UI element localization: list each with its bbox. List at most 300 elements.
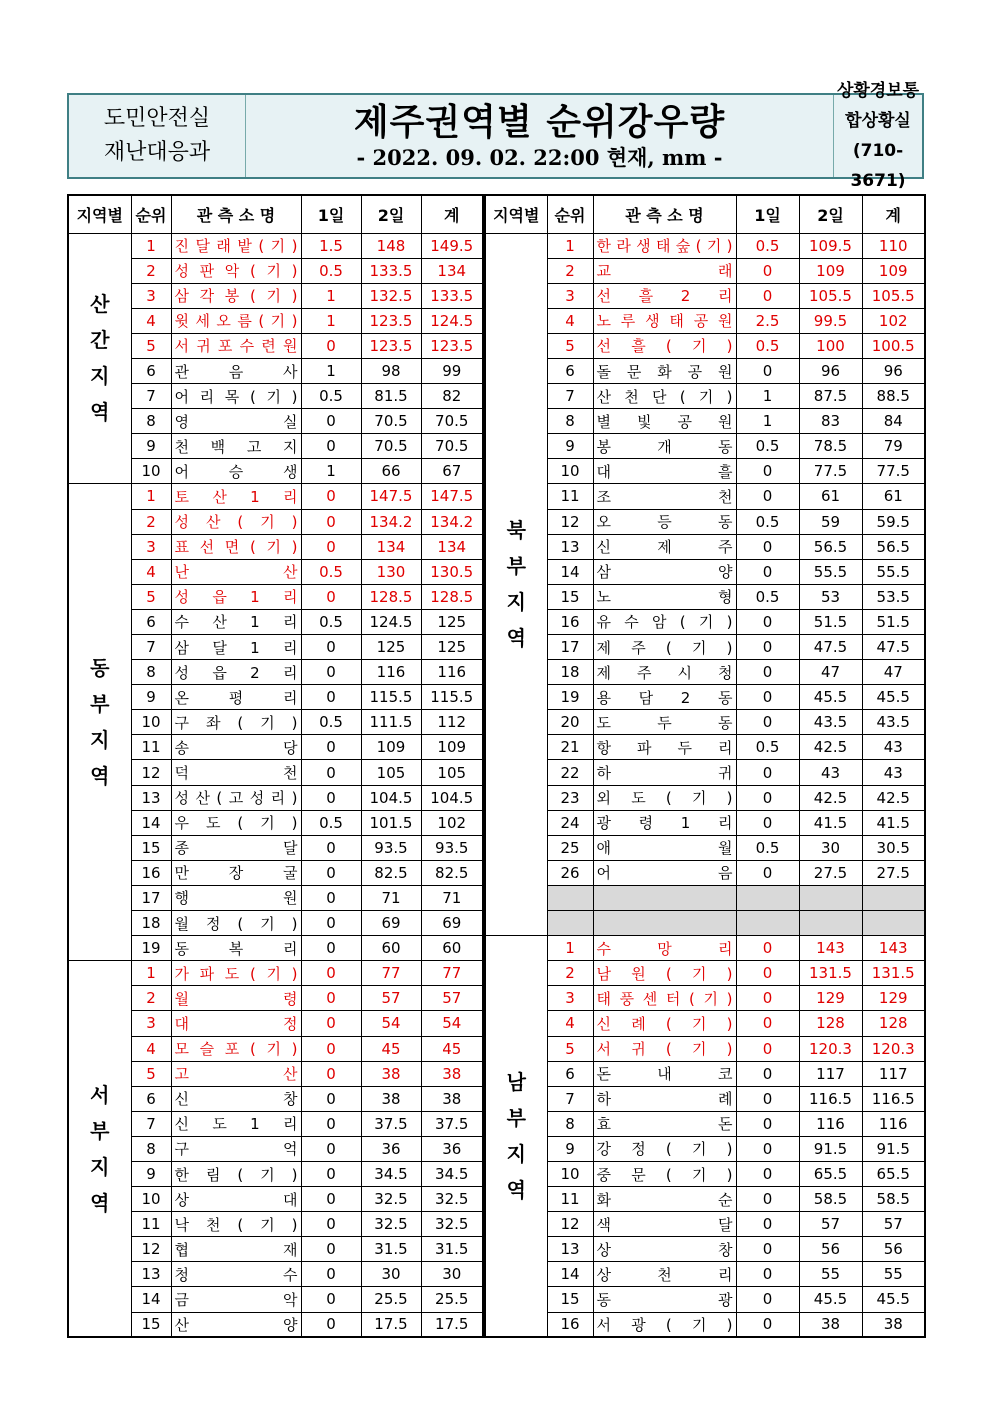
station-name: 한 림 ( 기 ) — [171, 1161, 301, 1186]
table-row — [485, 1212, 925, 1237]
day2-value: 128 — [799, 1011, 862, 1036]
rank-cell: 3 — [547, 986, 593, 1011]
total-value: 57 — [862, 1212, 925, 1237]
total-value: 32.5 — [421, 1187, 483, 1212]
day1-value: 1 — [736, 409, 799, 434]
empty-cell — [862, 911, 925, 936]
day1-value: 0 — [736, 609, 799, 634]
total-value: 91.5 — [862, 1136, 925, 1161]
table-row — [68, 333, 483, 358]
station-name: 광 령 1 리 — [593, 810, 736, 835]
day1-value: 0 — [736, 258, 799, 283]
day2-value: 105.5 — [799, 283, 862, 308]
day1-value: 0 — [301, 1111, 361, 1136]
station-name: 신 례 ( 기 ) — [593, 1011, 736, 1036]
day1-value: 0 — [736, 1212, 799, 1237]
rank-cell: 1 — [131, 233, 171, 258]
day2-value: 43 — [799, 760, 862, 785]
day2-value: 131.5 — [799, 961, 862, 986]
total-value: 71 — [421, 885, 483, 910]
rank-cell: 11 — [547, 1187, 593, 1212]
day1-value: 0 — [301, 1036, 361, 1061]
station-name: 신 창 — [171, 1086, 301, 1111]
day2-value: 82.5 — [361, 860, 421, 885]
day1-value: 0 — [301, 860, 361, 885]
day2-value: 47.5 — [799, 635, 862, 660]
rank-cell: 6 — [547, 1061, 593, 1086]
table-row — [68, 1262, 483, 1287]
total-value: 96 — [862, 358, 925, 383]
station-name: 성 산 ( 기 ) — [171, 509, 301, 534]
day2-value: 148 — [361, 233, 421, 258]
total-value: 93.5 — [421, 835, 483, 860]
day2-value: 56.5 — [799, 534, 862, 559]
table-row — [485, 584, 925, 609]
rank-cell: 10 — [131, 710, 171, 735]
total-value: 38 — [421, 1061, 483, 1086]
day2-value: 30 — [799, 835, 862, 860]
day1-value: 0 — [301, 986, 361, 1011]
table-row — [485, 760, 925, 785]
table-row — [68, 685, 483, 710]
day1-value: 1 — [301, 358, 361, 383]
rank-cell: 5 — [131, 1061, 171, 1086]
empty-cell — [799, 911, 862, 936]
station-name: 어 음 — [593, 860, 736, 885]
day1-value: 0.5 — [301, 258, 361, 283]
total-value: 53.5 — [862, 584, 925, 609]
table-row — [485, 961, 925, 986]
total-value: 32.5 — [421, 1212, 483, 1237]
station-name: 어 리 목 ( 기 ) — [171, 384, 301, 409]
total-value: 56.5 — [862, 534, 925, 559]
day1-value: 0 — [736, 986, 799, 1011]
station-name: 서 귀 포 수 련 원 — [171, 333, 301, 358]
day2-value: 38 — [799, 1312, 862, 1337]
table-row — [68, 1161, 483, 1186]
day1-value: 0 — [301, 735, 361, 760]
day2-value: 17.5 — [361, 1312, 421, 1337]
station-name: 제 주 시 청 — [593, 660, 736, 685]
total-value: 27.5 — [862, 860, 925, 885]
day1-value: 0 — [301, 685, 361, 710]
table-row — [68, 559, 483, 584]
day1-value: 2.5 — [736, 308, 799, 333]
rank-cell: 15 — [547, 1287, 593, 1312]
col-rank: 순위 — [547, 195, 593, 233]
day1-value: 1 — [301, 283, 361, 308]
table-row — [485, 534, 925, 559]
day1-value: 0 — [736, 961, 799, 986]
day2-value: 111.5 — [361, 710, 421, 735]
day1-value: 0.5 — [736, 584, 799, 609]
total-value: 77 — [421, 961, 483, 986]
total-value: 25.5 — [421, 1287, 483, 1312]
station-name: 중 문 ( 기 ) — [593, 1161, 736, 1186]
table-row — [68, 1136, 483, 1161]
total-value: 109 — [862, 258, 925, 283]
title-box — [245, 95, 834, 177]
empty-cell — [547, 885, 593, 910]
station-name: 만 장 굴 — [171, 860, 301, 885]
station-name: 대 흘 — [593, 459, 736, 484]
total-value: 34.5 — [421, 1161, 483, 1186]
station-name: 화 순 — [593, 1187, 736, 1212]
day1-value: 0 — [301, 534, 361, 559]
station-name: 노 루 생 태 공 원 — [593, 308, 736, 333]
day1-value: 0 — [301, 911, 361, 936]
report-header — [67, 81, 924, 191]
total-value: 65.5 — [862, 1161, 925, 1186]
total-value: 69 — [421, 911, 483, 936]
day2-value: 55 — [799, 1262, 862, 1287]
day2-value: 53 — [799, 584, 862, 609]
total-value: 134 — [421, 534, 483, 559]
rank-cell: 3 — [131, 283, 171, 308]
day2-value: 32.5 — [361, 1187, 421, 1212]
day2-value: 36 — [361, 1136, 421, 1161]
day2-value: 124.5 — [361, 609, 421, 634]
total-value: 51.5 — [862, 609, 925, 634]
table-row — [68, 509, 483, 534]
rank-cell: 8 — [547, 409, 593, 434]
table-row — [485, 735, 925, 760]
day1-value: 0.5 — [301, 609, 361, 634]
station-name: 구 좌 ( 기 ) — [171, 710, 301, 735]
total-value: 30.5 — [862, 835, 925, 860]
station-name: 행 원 — [171, 885, 301, 910]
day2-value: 116 — [799, 1111, 862, 1136]
station-name: 표 선 면 ( 기 ) — [171, 534, 301, 559]
org-line-2: 재난대응과 — [103, 140, 211, 165]
table-row — [485, 1161, 925, 1186]
day2-value: 61 — [799, 484, 862, 509]
rank-cell: 5 — [131, 584, 171, 609]
table-row — [68, 885, 483, 910]
rank-cell: 7 — [131, 384, 171, 409]
day2-value: 65.5 — [799, 1161, 862, 1186]
station-name: 청 수 — [171, 1262, 301, 1287]
day2-value: 96 — [799, 358, 862, 383]
rank-cell: 10 — [131, 459, 171, 484]
day1-value: 0 — [301, 484, 361, 509]
day1-value: 0 — [736, 1111, 799, 1136]
table-row — [68, 635, 483, 660]
day2-value: 133.5 — [361, 258, 421, 283]
rank-cell: 25 — [547, 835, 593, 860]
rank-cell: 21 — [547, 735, 593, 760]
station-name: 도 두 동 — [593, 710, 736, 735]
station-name: 우 도 ( 기 ) — [171, 810, 301, 835]
total-value: 57 — [421, 986, 483, 1011]
col-region: 지역별 — [68, 195, 131, 233]
rank-cell: 6 — [131, 358, 171, 383]
station-name: 어 승 생 — [171, 459, 301, 484]
table-row — [485, 1262, 925, 1287]
rank-cell: 5 — [547, 1036, 593, 1061]
total-value: 117 — [862, 1061, 925, 1086]
col-day2: 2일 — [361, 195, 421, 233]
day2-value: 100 — [799, 333, 862, 358]
total-value: 149.5 — [421, 233, 483, 258]
table-row — [485, 1036, 925, 1061]
rank-cell: 2 — [547, 961, 593, 986]
table-row — [68, 308, 483, 333]
day1-value: 0.5 — [736, 509, 799, 534]
table-row — [68, 961, 483, 986]
station-name: 덕 천 — [171, 760, 301, 785]
rank-cell: 6 — [131, 609, 171, 634]
rank-cell: 1 — [131, 961, 171, 986]
empty-cell — [736, 885, 799, 910]
day1-value: 0.5 — [736, 735, 799, 760]
day1-value: 0 — [301, 785, 361, 810]
total-value: 104.5 — [421, 785, 483, 810]
table-row — [68, 1237, 483, 1262]
rank-cell: 4 — [547, 1011, 593, 1036]
station-name: 노 형 — [593, 584, 736, 609]
empty-cell — [593, 911, 736, 936]
day1-value: 0 — [301, 1161, 361, 1186]
col-day2: 2일 — [799, 195, 862, 233]
total-value: 38 — [862, 1312, 925, 1337]
total-value: 100.5 — [862, 333, 925, 358]
day2-value: 77.5 — [799, 459, 862, 484]
table-row — [68, 384, 483, 409]
station-name: 봉 개 동 — [593, 434, 736, 459]
day2-value: 83 — [799, 409, 862, 434]
rank-cell: 23 — [547, 785, 593, 810]
day2-value: 129 — [799, 986, 862, 1011]
total-value: 125 — [421, 609, 483, 634]
total-value: 45 — [421, 1036, 483, 1061]
station-name: 협 재 — [171, 1237, 301, 1262]
rank-cell: 11 — [547, 484, 593, 509]
day1-value: 1 — [736, 384, 799, 409]
table-row — [485, 434, 925, 459]
day2-value: 147.5 — [361, 484, 421, 509]
station-name: 토 산 1 리 — [171, 484, 301, 509]
table-row — [485, 860, 925, 885]
rank-cell: 13 — [547, 1237, 593, 1262]
table-row — [485, 685, 925, 710]
day2-value: 37.5 — [361, 1111, 421, 1136]
day2-value: 132.5 — [361, 283, 421, 308]
total-value: 102 — [421, 810, 483, 835]
rank-cell: 1 — [131, 484, 171, 509]
total-value: 143 — [862, 936, 925, 961]
day1-value: 0.5 — [301, 810, 361, 835]
total-value: 105.5 — [862, 283, 925, 308]
total-value: 55 — [862, 1262, 925, 1287]
station-name: 선 흘 ( 기 ) — [593, 333, 736, 358]
total-value: 123.5 — [421, 333, 483, 358]
day2-value: 32.5 — [361, 1212, 421, 1237]
table-row — [485, 1187, 925, 1212]
rank-cell: 15 — [131, 1312, 171, 1337]
station-name: 돌 문 화 공 원 — [593, 358, 736, 383]
total-value: 45.5 — [862, 685, 925, 710]
rank-cell: 12 — [131, 1237, 171, 1262]
total-value: 41.5 — [862, 810, 925, 835]
table-row — [485, 936, 925, 961]
total-value: 58.5 — [862, 1187, 925, 1212]
report-title: 제주권역별 순위강우량 — [353, 102, 726, 143]
col-station: 관 측 소 명 — [593, 195, 736, 233]
rank-cell: 7 — [547, 384, 593, 409]
day2-value: 123.5 — [361, 333, 421, 358]
total-value: 102 — [862, 308, 925, 333]
rank-cell: 13 — [547, 534, 593, 559]
total-value: 128 — [862, 1011, 925, 1036]
table-row — [485, 660, 925, 685]
day1-value: 0 — [301, 1262, 361, 1287]
day2-value: 30 — [361, 1262, 421, 1287]
station-name: 한 라 생 태 숲 ( 기 ) — [593, 233, 736, 258]
day2-value: 31.5 — [361, 1237, 421, 1262]
station-name: 금 악 — [171, 1287, 301, 1312]
station-name: 서 귀 ( 기 ) — [593, 1036, 736, 1061]
rank-cell: 12 — [547, 1212, 593, 1237]
station-name: 윗 세 오 름 ( 기 ) — [171, 308, 301, 333]
rank-cell: 2 — [131, 258, 171, 283]
station-name: 종 달 — [171, 835, 301, 860]
day1-value: 0 — [301, 1287, 361, 1312]
station-name: 용 담 2 동 — [593, 685, 736, 710]
table-row — [485, 233, 925, 258]
day2-value: 57 — [799, 1212, 862, 1237]
rank-cell: 19 — [131, 936, 171, 961]
day1-value: 1 — [301, 459, 361, 484]
total-value: 38 — [421, 1086, 483, 1111]
rank-cell: 9 — [131, 685, 171, 710]
table-row — [68, 1187, 483, 1212]
rank-cell: 18 — [131, 911, 171, 936]
day1-value: 0 — [736, 559, 799, 584]
table-row — [485, 1136, 925, 1161]
table-row — [485, 509, 925, 534]
station-name: 별 빛 공 원 — [593, 409, 736, 434]
rank-cell: 2 — [131, 509, 171, 534]
table-row — [68, 1086, 483, 1111]
station-name: 오 등 동 — [593, 509, 736, 534]
day2-value: 51.5 — [799, 609, 862, 634]
rank-cell: 10 — [547, 1161, 593, 1186]
day2-value: 78.5 — [799, 434, 862, 459]
station-name: 삼 달 1 리 — [171, 635, 301, 660]
table-row — [485, 384, 925, 409]
total-value: 67 — [421, 459, 483, 484]
day2-value: 42.5 — [799, 735, 862, 760]
day1-value: 0 — [736, 760, 799, 785]
rank-cell: 19 — [547, 685, 593, 710]
station-name: 신 도 1 리 — [171, 1111, 301, 1136]
station-name: 상 천 리 — [593, 1262, 736, 1287]
rank-cell: 8 — [131, 409, 171, 434]
day1-value: 0 — [301, 885, 361, 910]
region-label: 남 부 지 역 — [485, 936, 547, 1338]
total-value: 42.5 — [862, 785, 925, 810]
station-name: 천 백 고 지 — [171, 434, 301, 459]
table-row — [68, 258, 483, 283]
col-day1: 1일 — [301, 195, 361, 233]
region-label: 동 부 지 역 — [68, 484, 131, 961]
table-row — [485, 358, 925, 383]
day2-value: 109 — [799, 258, 862, 283]
day1-value: 0 — [736, 1187, 799, 1212]
day2-value: 60 — [361, 936, 421, 961]
day2-value: 66 — [361, 459, 421, 484]
col-total: 계 — [862, 195, 925, 233]
rank-cell: 10 — [131, 1187, 171, 1212]
day1-value: 0 — [736, 860, 799, 885]
total-value: 129 — [862, 986, 925, 1011]
day2-value: 43.5 — [799, 710, 862, 735]
day2-value: 71 — [361, 885, 421, 910]
day1-value: 0 — [301, 1212, 361, 1237]
table-row — [485, 835, 925, 860]
day2-value: 87.5 — [799, 384, 862, 409]
day1-value: 1.5 — [301, 233, 361, 258]
empty-cell — [547, 911, 593, 936]
total-value: 128.5 — [421, 584, 483, 609]
rank-cell: 5 — [547, 333, 593, 358]
day1-value: 0 — [736, 1061, 799, 1086]
rank-cell: 13 — [131, 785, 171, 810]
table-row — [485, 308, 925, 333]
day1-value: 0 — [301, 635, 361, 660]
table-row — [485, 635, 925, 660]
day1-value: 0 — [301, 509, 361, 534]
day2-value: 128.5 — [361, 584, 421, 609]
table-row — [485, 484, 925, 509]
day1-value: 0.5 — [736, 434, 799, 459]
total-value: 45.5 — [862, 1287, 925, 1312]
total-value: 134.2 — [421, 509, 483, 534]
total-value: 61 — [862, 484, 925, 509]
table-row — [485, 1287, 925, 1312]
table-row — [485, 1237, 925, 1262]
day2-value: 120.3 — [799, 1036, 862, 1061]
table-row — [68, 1061, 483, 1086]
day2-value: 115.5 — [361, 685, 421, 710]
total-value: 116 — [862, 1111, 925, 1136]
total-value: 59.5 — [862, 509, 925, 534]
rank-cell: 12 — [131, 760, 171, 785]
rank-cell: 8 — [547, 1111, 593, 1136]
day2-value: 98 — [361, 358, 421, 383]
table-row — [68, 785, 483, 810]
day2-value: 101.5 — [361, 810, 421, 835]
day1-value: 0 — [736, 635, 799, 660]
day2-value: 134 — [361, 534, 421, 559]
table-row — [485, 810, 925, 835]
contact-line-1: 상황경보통합상황실 — [836, 81, 920, 131]
day1-value: 0 — [301, 660, 361, 685]
rank-cell: 13 — [131, 1262, 171, 1287]
total-value: 133.5 — [421, 283, 483, 308]
station-name: 산 천 단 ( 기 ) — [593, 384, 736, 409]
rank-cell: 9 — [547, 1136, 593, 1161]
day1-value: 0 — [736, 785, 799, 810]
station-name: 강 정 ( 기 ) — [593, 1136, 736, 1161]
station-name: 수 망 리 — [593, 936, 736, 961]
empty-row — [485, 885, 925, 910]
station-name: 외 도 ( 기 ) — [593, 785, 736, 810]
day2-value: 117 — [799, 1061, 862, 1086]
day1-value: 0 — [736, 936, 799, 961]
table-row — [68, 358, 483, 383]
